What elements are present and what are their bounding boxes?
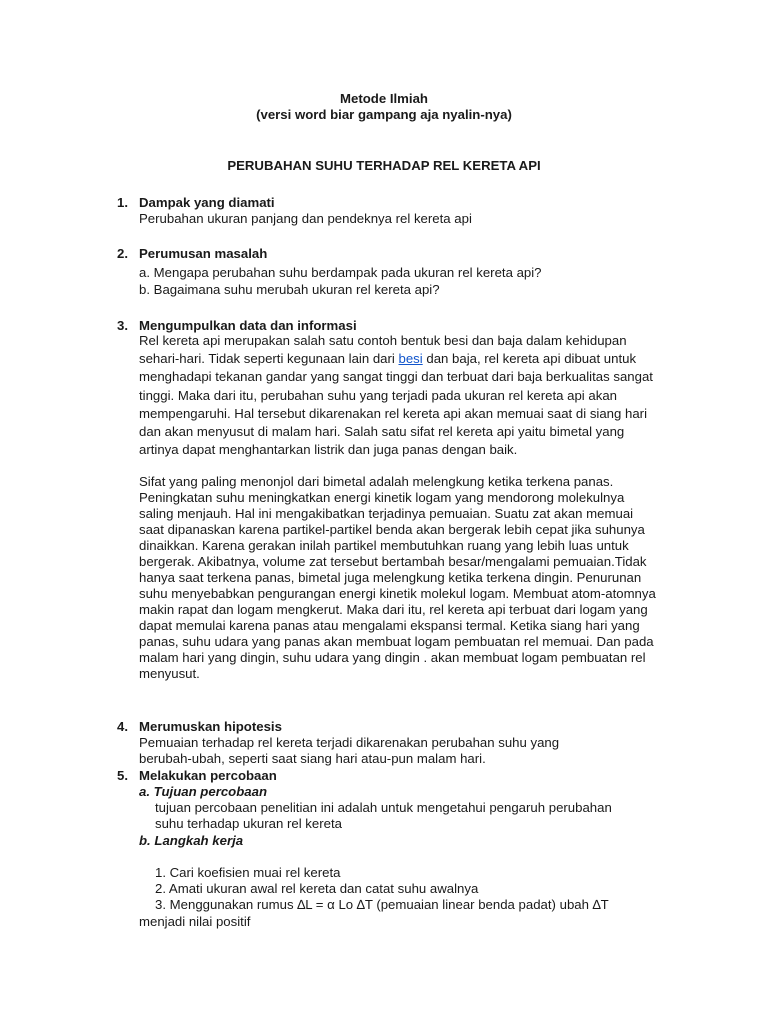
section-number: 5. — [117, 768, 128, 783]
paragraph-rel-kereta — [139, 332, 661, 459]
tujuan-text: tujuan percobaan penelitian ini adalah untuk mengetahui pengaruh perubahan — [155, 800, 612, 815]
paragraph-text: Rel kereta api merupakan salah satu contoh bentuk besi dan baja dalam kehidupan sehari-hari. Tidak seperti kegunaan lain dari — [139, 333, 627, 367]
main-heading: PERUBAHAN SUHU TERHADAP REL KERETA API — [227, 158, 541, 173]
section-heading-dampak: Dampak yang diamati — [139, 195, 275, 210]
subheading-tujuan: a. Tujuan percobaan — [139, 784, 267, 799]
paragraph-bimetal: Sifat yang paling menonjol dari bimetal adalah melengkung ketika terkena panas. Peningkatan suhu meningkatkan energi kinetik logam yang mendorong molekulnya saling menjauh. Hal ini mengakibatkan terjadinya pemuaian. Suatu zat akan memuai saat dipanaskan karena partikel-partikel benda akan bergerak lebih cepat jika suhunya dinaikkan. Karena gerakan inilah partikel membutuhkan ruang yang lebih luas untuk bergerak. Akibatnya, volume zat tersebut bertambah besar/mengalami pemuaian.Tidak hanya saat terkena panas, bimetal juga melengkung ketika terkena dingin. Penurunan suhu menyebabkan pengurangan energi kinetik molekul logam. Membuat atom-atomnya makin rapat dan logam mengkerut. Maka dari itu, rel kereta api terbuat dari logam yang dapat memulai karena panas atau mengalami ekspansi termal. Ketika siang hari yang panas, suhu udara yang panas akan membuat logam pembuatan rel memuai. Dan pada malam hari yang dingin, suhu udara yang dingin . akan membuat logam pembuatan rel menyusut. — [139, 474, 656, 681]
paragraph-text: dan baja, rel kereta api dibuat untuk menghadapi tekanan gandar yang sangat tinggi dan terbuat dari baja berkualitas sangat tinggi. Maka dari itu, perubahan suhu yang terjadi pada ukuran rel kereta api akan mempengaruhi. Hal tersebut dikarenakan rel kereta api akan memuai saat di siang hari dan akan menyusut di malam hari. Salah satu sifat rel kereta api yaitu bimetal yang artinya dapat menghantarkan listrik dan juga panas dengan baik. — [139, 351, 653, 458]
document-title: Metode Ilmiah — [340, 91, 428, 106]
section-text: Perubahan ukuran panjang dan pendeknya rel kereta api — [139, 211, 472, 226]
subheading-langkah: b. Langkah kerja — [139, 833, 244, 848]
section-heading-percobaan: Melakukan percobaan — [139, 768, 277, 783]
paragraph-hipotesis: Pemuaian terhadap rel kereta terjadi dikarenakan perubahan suhu yang berubah-ubah, seperti saat siang hari atau-pun malam hari. — [139, 735, 560, 766]
step-item-continued: menjadi nilai positif — [139, 914, 251, 929]
question-a: a. Mengapa perubahan suhu berdampak pada ukuran rel kereta api? — [139, 265, 542, 280]
document-subtitle: (versi word biar gampang aja nyalin-nya) — [256, 107, 512, 122]
section-number: 1. — [117, 195, 128, 210]
step-item: 3. Menggunakan rumus ∆L = α Lo ∆T (pemuaian linear benda padat) ubah ∆T — [155, 897, 609, 912]
section-heading-perumusan: Perumusan masalah — [139, 246, 268, 261]
step-item: 1. Cari koefisien muai rel kereta — [155, 865, 341, 880]
section-heading-data: Mengumpulkan data dan informasi — [139, 318, 357, 333]
besi-link[interactable]: besi — [398, 351, 423, 367]
section-number: 3. — [117, 318, 128, 333]
step-item: 2. Amati ukuran awal rel kereta dan catat suhu awalnya — [155, 881, 479, 896]
tujuan-text: suhu terhadap ukuran rel kereta — [155, 816, 342, 831]
section-heading-hipotesis: Merumuskan hipotesis — [139, 719, 282, 734]
question-b: b. Bagaimana suhu merubah ukuran rel kereta api? — [139, 282, 440, 297]
section-number: 4. — [117, 719, 128, 734]
section-number: 2. — [117, 246, 128, 261]
